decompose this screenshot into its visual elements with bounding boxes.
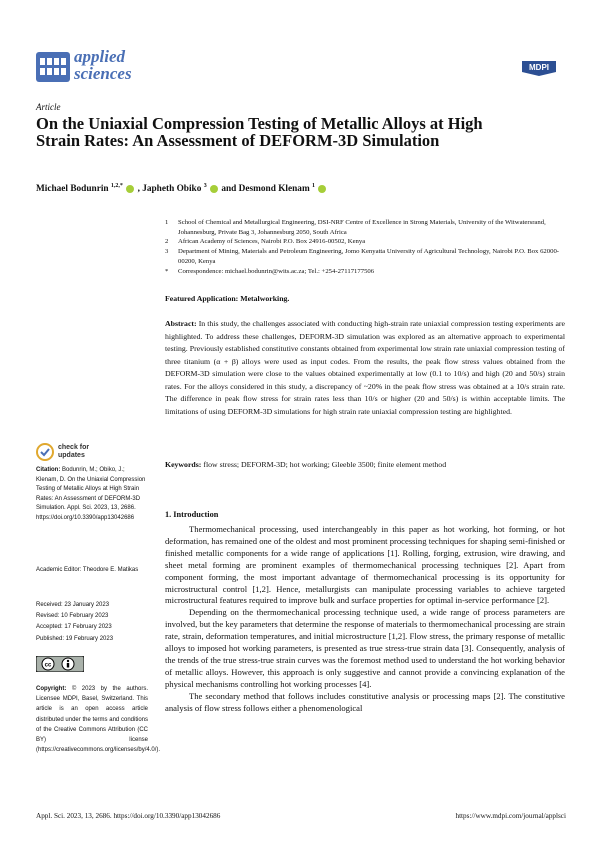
affiliation-number: 2 — [165, 238, 169, 246]
footer-journal-url[interactable]: https://www.mdpi.com/journal/applsci — [455, 812, 566, 820]
affiliation-row — [165, 247, 565, 266]
check-for-updates-button[interactable] — [36, 443, 89, 461]
correspondence-row — [165, 267, 565, 277]
section-heading: 1. Introduction — [165, 510, 219, 519]
author-affil-sup: 1 — [312, 183, 316, 189]
orcid-icon[interactable] — [210, 185, 218, 193]
cc-by-license-icon[interactable] — [36, 656, 84, 672]
date-published: Published: 19 February 2023 — [36, 635, 114, 642]
affiliation-row — [165, 237, 565, 247]
journal-name-line1: applied — [74, 47, 125, 66]
article-type: Article — [36, 102, 61, 112]
date-revised: Revised: 10 February 2023 — [36, 613, 109, 620]
author-affil-sup: 3 — [203, 183, 207, 189]
publication-dates — [36, 600, 146, 645]
body-paragraph: The secondary method that follows includes constitutive analysis or processing maps [2]. The constitutive analysis of flow stress follows either a phenomenological — [165, 690, 565, 713]
check-updates-label: updates — [58, 452, 85, 459]
mdpi-logo[interactable] — [518, 58, 560, 78]
copyright-block — [36, 684, 161, 755]
affiliation-number: 1 — [165, 219, 169, 226]
page-footer — [36, 812, 566, 820]
copyright-text: © 2023 by the authors. Licensee MDPI, Basel, Switzerland. This article is an open access article distributed under the terms and conditions of the Creative Commons Attribution (CC BY) license (https://creativecommons.org/licenses/by/4.0/). — [36, 686, 161, 754]
affiliations — [165, 218, 565, 276]
check-updates-label: check for — [58, 444, 90, 451]
mdpi-logo-text: MDPI — [529, 63, 549, 72]
correspondence-text[interactable]: Correspondence: michael.bodunrin@wits.ac.za; Tel.: +254-27117177506 — [178, 267, 375, 275]
abstract-text: In this study, the challenges associated with conducting high-strain rate uniaxial compression testing experiments are highlighted. To address these challenges, DEFORM-3D simulation was explored as an alternative approach to experimental testing. Previously established constitutive constants obtained from experimental low strain rate uniaxial compression testing of three titanium (α + β) alloys were used as input codes. From the results, the peak flow stress values obtained from the DEFORM-3D simulation were close to the values obtained experimentally at low (0.1 to 10/s) and high (20 and 50/s) strain rates. For the alloys considered in this study, a discrepancy of ~20% in the peak flow stress was obtained at a 10/s strain rate. The difference in peak flow stress for strain rates less than 10/s or higher (20 and 50/s) is within acceptable limits. The limitations of using DEFORM-3D simulations for high strain rate uniaxial compression testing are highlighted. — [165, 319, 565, 416]
affiliation-text: School of Chemical and Metallurgical Engineering, DSI-NRF Centre of Excellence in Strong Materials, University of the Witwatersrand, Johannesburg, Private Bag 3, Johannesburg 2050, South Africa — [178, 219, 546, 236]
affiliation-row — [165, 218, 565, 237]
academic-editor: Academic Editor: Theodore E. Matikas — [36, 567, 139, 573]
affiliation-text: African Academy of Sciences, Nairobi P.O. Box 24916-00502, Kenya — [178, 238, 366, 246]
body-paragraph: Thermomechanical processing, used interchangeably in this paper as hot working, hot forming, or hot deformation, has remained one of the oldest and most prominent processing techniques for shaping semi-finished or finished metallic components for a wide range of applications [1]. Rolling, forging, extrusion, wire drawing, and sheet metal forming are prominent examples of thermomechanical processing techniques [2]. Apart from component forming, the most important advantage of thermomechanical processing is its opportunity for microstructural control [1,2]. Hence, metallurgists can manipulate processing variables to achieve targeted microstructural features required to improve bulk and surface properties for optimal in-service performance [2]. — [165, 524, 565, 606]
orcid-icon[interactable] — [318, 185, 326, 193]
copyright-label: Copyright: — [36, 686, 67, 692]
citation-label: Citation: — [36, 467, 61, 473]
citation-text: Bodunrin, M.; Obiko, J.; Klenam, D. On the Uniaxial Compression Testing of Metallic Alloys at High Strain Rates: An Assessment of DEFORM-3D Simulation. Appl. Sci. 2023, 13, 2686. https://doi.org/10.3390/app13042686 — [36, 467, 146, 521]
author-name[interactable]: and Desmond Klenam — [221, 184, 310, 195]
body-paragraph: Depending on the thermomechanical processing technique used, a wide range of process parameters are involved, but the key parameters that determine the response of materials to thermomechanical processing are strain rate, strain, deformation temperatures, and initial microstructure [1,2]. Flow stress, the primary response of metallic alloys to imposed hot working parameters, is presented as true stress-true strain data [3]. Consequently, analysis of the trends of the true stress-true strain curves was the foremost method used to understand the hot working behavior of metallic alloys. However, this approach is only suggestive and cannot provide a convincing explanation of the physical mechanisms controlling hot working processes [4]. — [165, 607, 565, 689]
keywords-label: Keywords: — [165, 460, 202, 469]
date-accepted: Accepted: 17 February 2023 — [36, 624, 112, 631]
affiliation-text: Department of Mining, Materials and Petroleum Engineering, Jomo Kenyatta University of Agricultural Technology, Nairobi P.O. Box 62000-00200, Kenya — [178, 248, 560, 265]
journal-name[interactable] — [74, 48, 132, 82]
abstract — [165, 318, 565, 418]
author-name[interactable]: Michael Bodunrin — [36, 184, 109, 195]
article-title: On the Uniaxial Compression Testing of Metallic Alloys at High Strain Rates: An Assessment of DEFORM-3D Simulation — [36, 114, 483, 150]
author-name[interactable]: , Japheth Obiko — [137, 184, 202, 195]
check-updates-icon — [36, 443, 54, 461]
orcid-icon[interactable] — [126, 185, 134, 193]
keywords-text: flow stress; DEFORM-3D; hot working; Gleeble 3500; finite element method — [203, 460, 447, 469]
journal-name-line2: sciences — [74, 64, 132, 83]
affiliation-number: 3 — [165, 248, 169, 256]
keywords — [165, 460, 565, 469]
affiliation-number: * — [165, 267, 169, 275]
date-received: Received: 23 January 2023 — [36, 602, 110, 608]
author-affil-sup: 1,2,* — [110, 183, 123, 189]
section-body — [165, 524, 565, 715]
featured-application: Featured Application: Metalworking. — [165, 294, 290, 303]
abstract-label: Abstract: — [165, 319, 197, 328]
author-list — [36, 183, 327, 194]
svg-text:cc: cc — [44, 662, 52, 669]
footer-citation[interactable]: Appl. Sci. 2023, 13, 2686. https://doi.org/10.3390/app13042686 — [36, 812, 221, 820]
journal-logo-icon — [36, 52, 70, 82]
citation-block — [36, 466, 146, 524]
